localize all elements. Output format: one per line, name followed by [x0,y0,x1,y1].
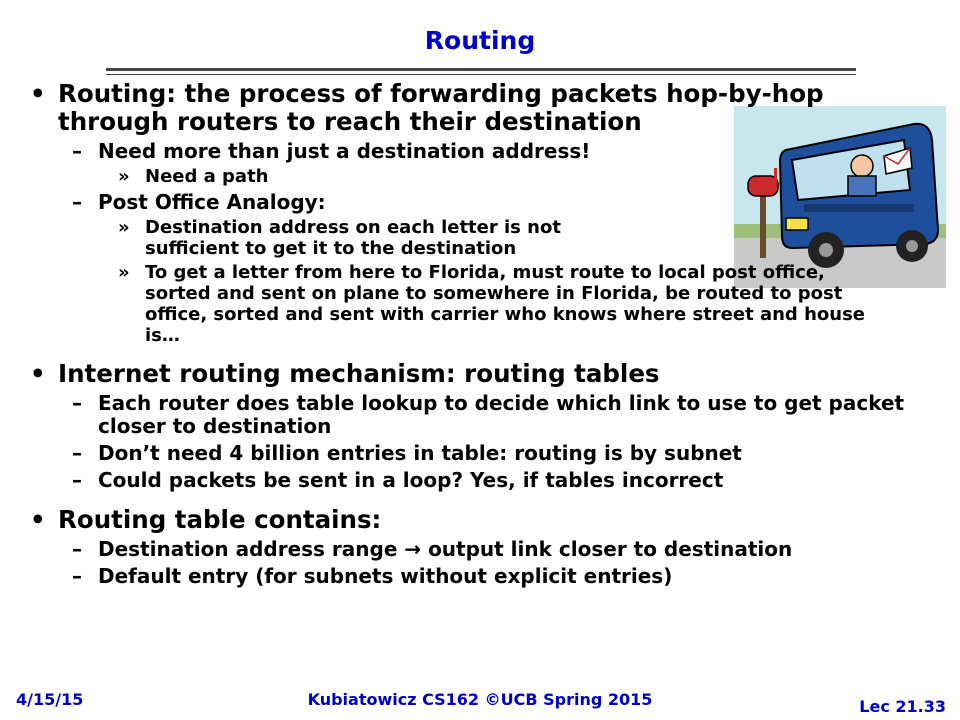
sub-bullet-loop: – Could packets be sent in a loop? Yes, if tables incorrect [72,468,724,492]
sub-bullet-table-lookup: – Each router does table lookup to decide which link to use to get packet closer to destination [72,391,905,438]
bullet-routing-definition: • Routing: the process of forwarding packets hop-by-hop through routers to reach their destination [30,79,824,136]
footer-lecture: Lec 21.33 [859,697,946,716]
sub-bullet-default-entry: – Default entry (for subnets without explicit entries) [72,564,673,588]
footer-date: 4/15/15 [16,690,84,709]
bullet-table-contains: • Routing table contains: [30,505,382,534]
sub-bullet-subnet: – Don’t need 4 billion entries in table: routing is by subnet [72,441,742,465]
sub-sub-bullet-florida-example: » To get a letter from here to Florida, must route to local post office, sorted and sent on plane to somewhere in Florida, be routed to post office, sorted and sent with carrier who knows where street and house is… [118,262,865,346]
title-rule-thin [106,74,856,75]
footer-course: Kubiatowicz CS162 ©UCB Spring 2015 [307,690,653,709]
title-rule-thick [106,68,856,71]
sub-sub-bullet-need-path: » Need a path [118,166,269,187]
sub-bullet-destination-address: – Need more than just a destination address! [72,139,591,163]
bullet-list [30,76,945,588]
sub-bullet-address-range: – Destination address range → output link closer to destination [72,537,793,561]
slide-title: Routing [424,26,536,55]
bullet-routing-tables: • Internet routing mechanism: routing tables [30,359,660,388]
sub-sub-bullet-address-insufficient: » Destination address on each letter is not sufficient to get it to the destination [118,217,561,259]
sub-bullet-post-office: – Post Office Analogy: [72,190,326,214]
